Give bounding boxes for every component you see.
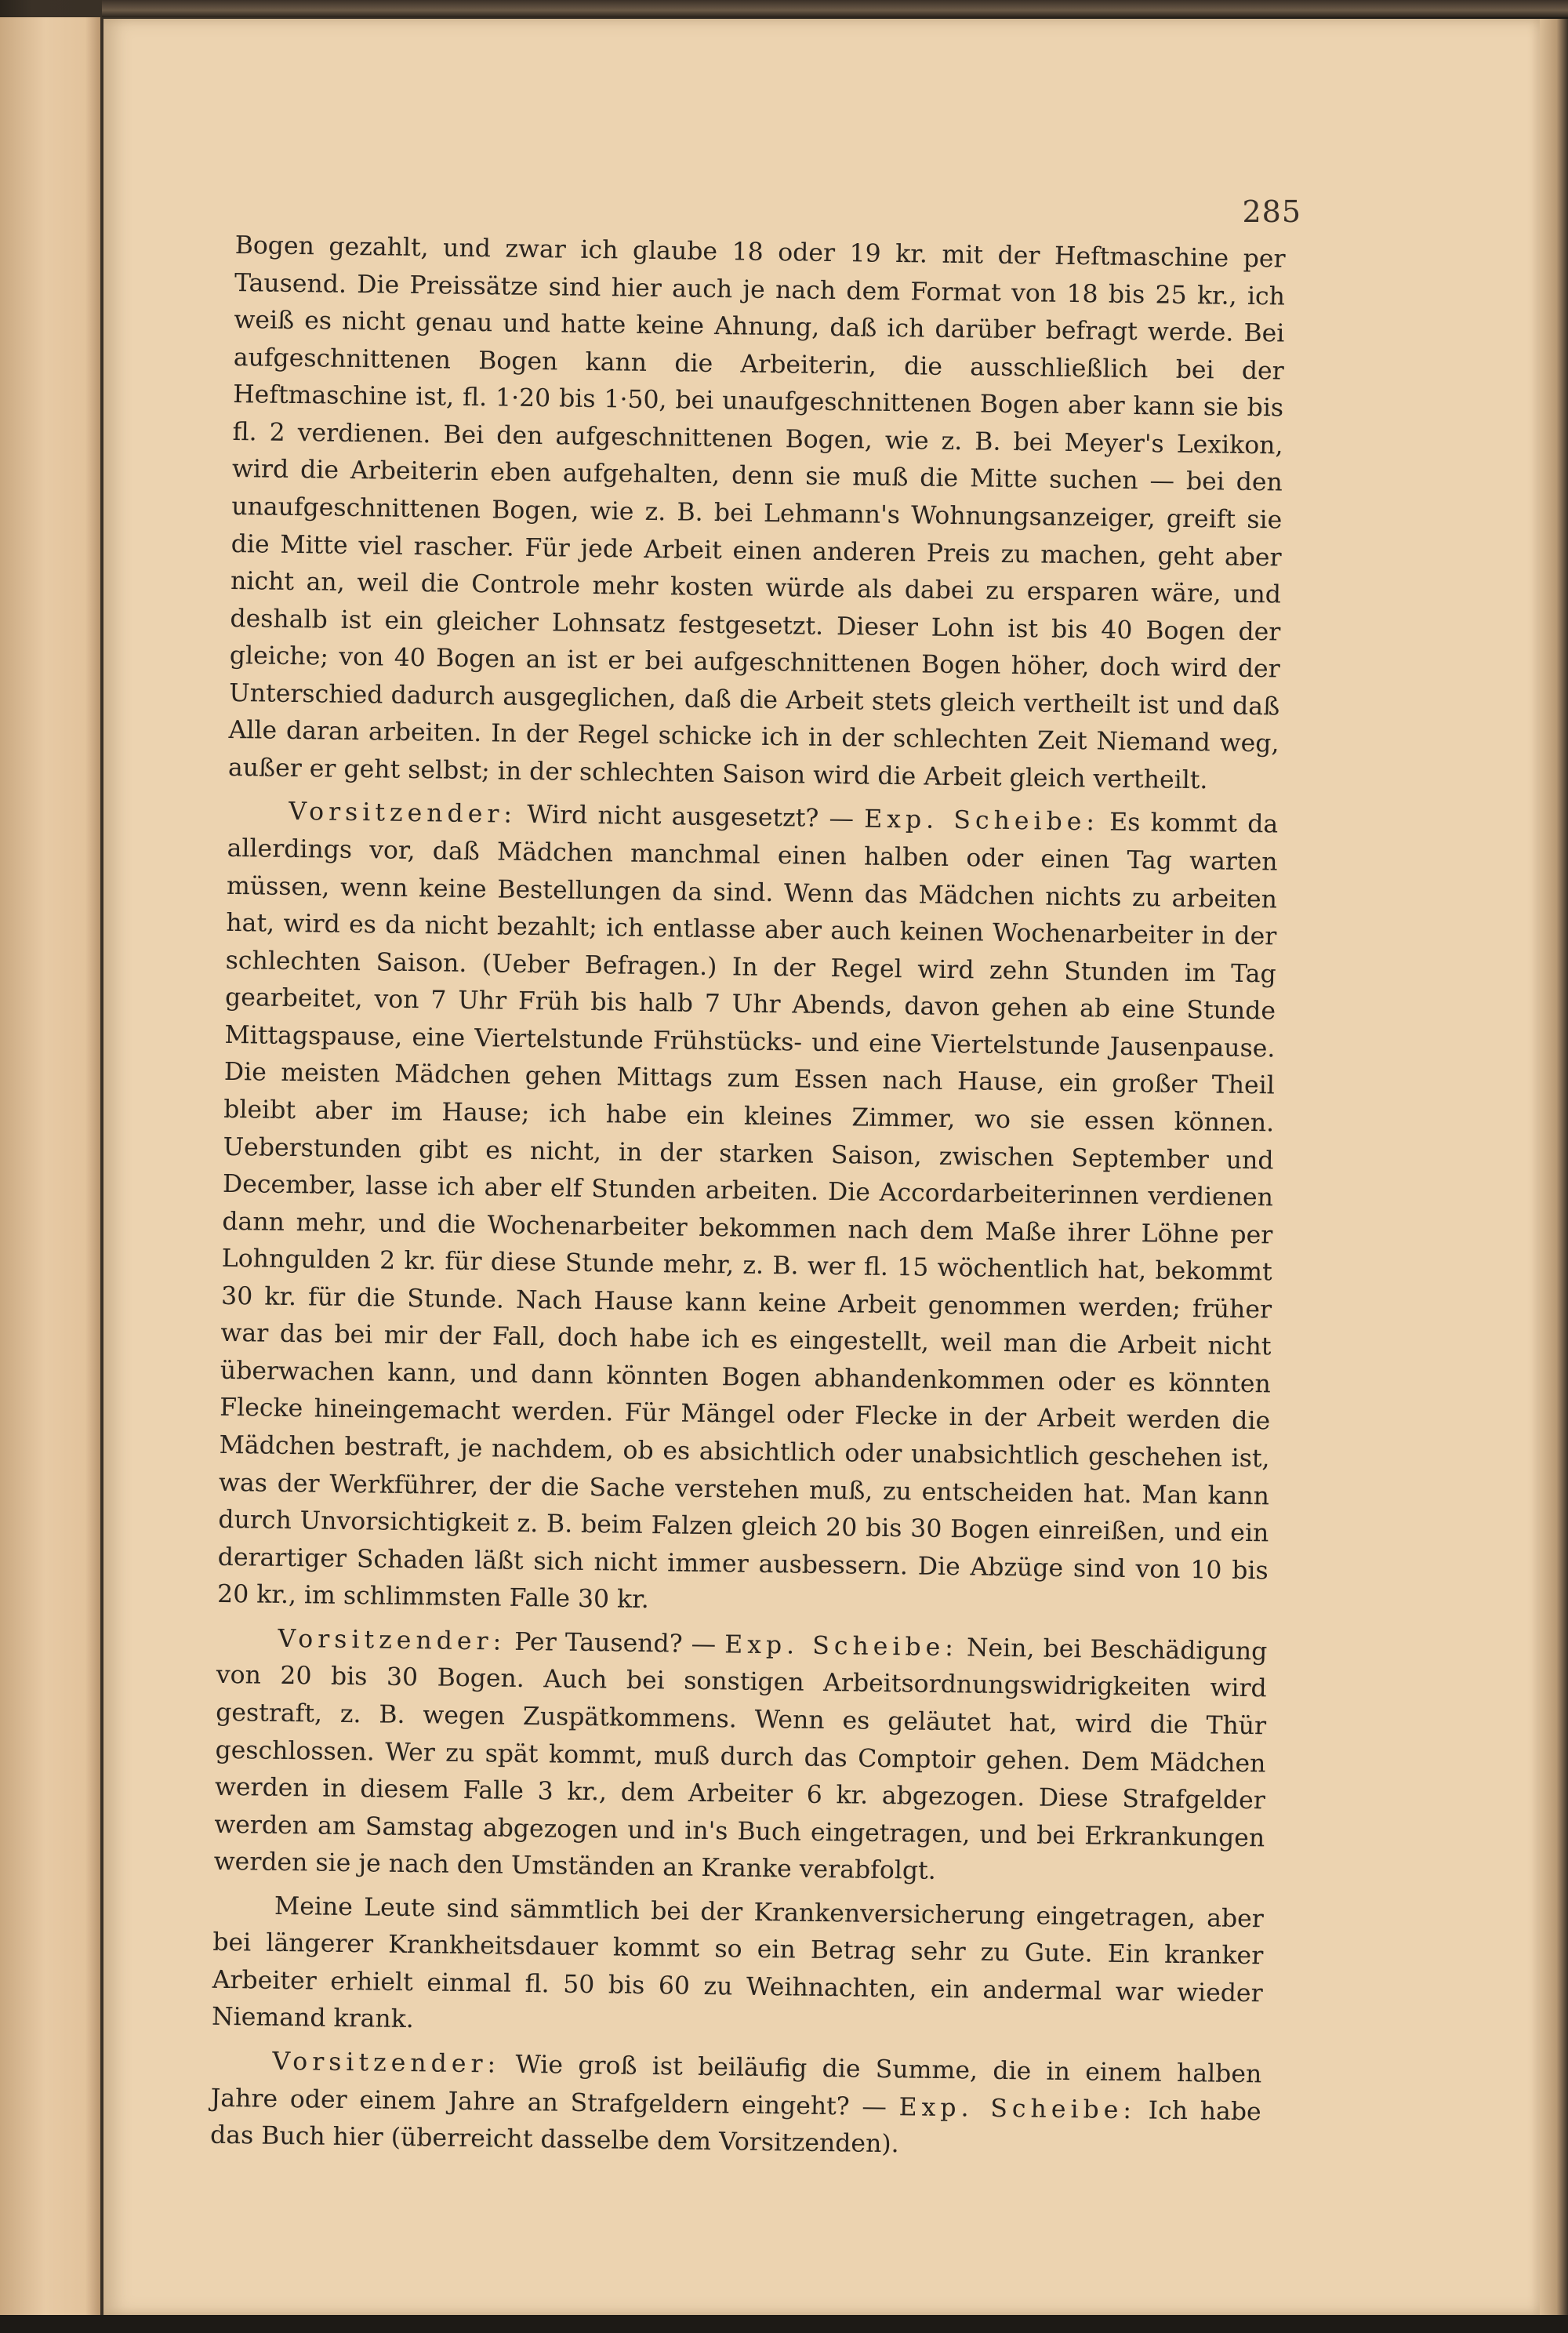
speaker-expert: Exp. Scheibe: — [863, 805, 1100, 837]
paragraph-text: Bogen gezahlt, und zwar ich glaube 18 oder 19 kr. mit der Heftmaschine per Tausend. Die Preissätze sind hier auch je nach dem Format von 18 bis 25 kr., ich weiß es nicht genau und hatte keine Ahnung, daß ich darüber befragt werde. Bei aufgeschnittenen Bogen kann die Arbeiterin, die ausschließlich bei der Heftmaschine ist, fl. 1·20 bis 1·50, bei unaufgeschnittenen Bogen aber kann sie bis fl. 2 verdienen. Bei den aufgeschnittenen Bogen, wie z. B. bei Meyer's Lexikon, wird die Arbeiterin eben aufgehalten, denn sie muß die Mitte suchen — bei den unaufgeschnittenen Bogen, wie z. B. bei Lehmann's Wohnungsanzeiger, greift sie die Mitte viel rascher. Für jede Arbeit einen anderen Preis zu machen, geht aber nicht an, weil die Controle mehr kosten würde als dabei zu ersparen wäre, und deshalb ist ein gleicher Lohnsatz festgesetzt. Dieser Lohn ist bis 40 Bogen der gleiche; von 40 Bogen an ist er bei aufgeschnittenen Bogen höher, doch wird der Unterschied dadurch ausgeglichen, daß die Arbeit stets gleich vertheilt ist und daß Alle daran arbeiten. In der Regel schicke ich in der schlechten Zeit Niemand weg, außer er geht selbst; in der schlechten Saison wird die Arbeit gleich vertheilt. — [227, 231, 1286, 795]
paragraph — [228, 227, 1286, 801]
body-text — [210, 227, 1286, 2175]
speaker-expert: Exp. Scheibe: — [724, 1630, 959, 1663]
speaker-expert: Exp. Scheibe: — [898, 2092, 1137, 2124]
paragraph — [217, 793, 1279, 1627]
page-right-edge — [1540, 19, 1568, 2315]
paragraph — [213, 1620, 1267, 1895]
paragraph-text: Meine Leute sind sämmtlich bei der Krankenversicherung eingetragen, aber bei längerer Krankheitsdauer kommt so ein Betrag sehr zu Gute. Ein kranker Arbeiter erhielt einmal fl. 50 bis 60 zu Weihnachten, ein andermal war wieder Niemand krank. — [211, 1891, 1265, 2034]
paragraph-text: Es kommt da allerdings vor, daß Mädchen manchmal einen halben oder einen Tag warten müssen, wenn keine Bestellungen da sind. Wenn das Mädchen nichts zu arbeiten hat, wird es da nicht bezahlt; ich entlasse aber auch keinen Wochenarbeiter in der schlechten Saison. (Ueber Befragen.) In der Regel wird zehn Stunden im Tag gearbeitet, von 7 Uhr Früh bis halb 7 Uhr Abends, davon gehen ab eine Stunde Mittagspause, eine Viertelstunde Frühstücks- und eine Viertelstunde Jausenpause. Die meisten Mädchen gehen Mittags zum Essen nach Hause, ein großer Theil bleibt aber im Hause; ich habe ein kleines Zimmer, wo sie essen können. Ueberstunden gibt es nicht, in der starken Saison, zwischen September und December, lasse ich aber elf Stunden arbeiten. Die Accordarbeiterinnen verdienen dann mehr, und die Wochenarbeiter bekommen nach dem Maße ihrer Löhne per Lohngulden 2 kr. für diese Stunde mehr, z. B. wer fl. 15 wöchentlich hat, bekommt 30 kr. für die Stunde. Nach Hause kann keine Arbeit genommen werden; früher war das bei mir der Fall, doch habe ich es eingestellt, weil man die Arbeit nicht überwachen kann, und dann könnten Bogen abhandenkommen oder es könnten Flecke hineingemacht werden. Für Mängel oder Flecke in der Arbeit werden die Mädchen bestraft, je nachdem, ob es absichtlich oder unabsichtlich geschehen ist, was der Werkführer, der die Sache verstehen muß, zu entscheiden hat. Man kann durch Unvorsichtigkeit z. B. beim Falzen gleich 20 bis 30 Bogen einreißen, und ein derartiger Schaden läßt sich nicht immer ausbessern. Die Abzüge sind von 10 bis 20 kr., im schlimmsten Falle 30 kr. — [216, 808, 1279, 1615]
book-top-edge — [102, 0, 1568, 17]
page-number: 285 — [1242, 194, 1301, 229]
paragraph-text: Nein, bei Beschädigung von 20 bis 30 Bogen. Auch bei sonstigen Arbeitsordnungswidrigkeiten wird gestraft, z. B. wegen Zuspätkommens. Wenn es geläutet hat, wird die Thür geschlossen. Wer zu spät kommt, muß durch das Comptoir gehen. Dem Mädchen werden in diesem Falle 3 kr., dem Arbeiter 6 kr. abgezogen. Diese Strafgelder werden am Samstag abgezogen und in's Buch eingetragen, und bei Erkrankungen werden sie je nach den Umständen an Kranke verabfolgt. — [213, 1633, 1268, 1886]
paragraph — [210, 2043, 1262, 2168]
paragraph-text: Ich habe das Buch hier (überreicht dasselbe dem Vorsitzenden). — [209, 2095, 1261, 2159]
scan-bottom-edge — [0, 2315, 1568, 2333]
paragraph-text: Per Tausend? — — [505, 1627, 725, 1659]
speaker-chair: Vorsitzender: — [272, 2047, 501, 2079]
paragraph-text: Wird nicht ausgesetzt? — — [516, 801, 865, 834]
paragraph-text: Wie groß ist beiläufig die Summe, die in einem halben Jahre oder einem Jahre an Strafgeldern eingeht? — — [210, 2050, 1262, 2121]
paragraph — [212, 1888, 1264, 2051]
speaker-chair: Vorsitzender: — [278, 1624, 506, 1656]
facing-page-edge — [0, 17, 100, 2315]
speaker-chair: Vorsitzender: — [289, 798, 517, 830]
